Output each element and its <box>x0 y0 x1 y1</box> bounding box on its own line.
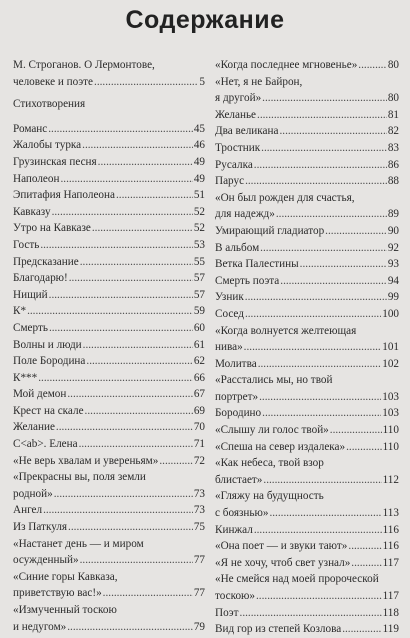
leader-dots <box>52 204 193 221</box>
entry-row <box>13 519 205 536</box>
entry-row <box>215 273 399 290</box>
entry-page-number: 93 <box>387 258 399 271</box>
leader-dots <box>67 619 193 636</box>
leader-dots <box>263 472 381 489</box>
entry-title: Грузинская песня <box>13 155 97 168</box>
entry-title: Ветка Палестины <box>215 258 299 271</box>
entry-page-number: 116 <box>382 523 399 536</box>
entry-title: приветствую вас!» <box>13 587 102 600</box>
toc-entry <box>215 439 399 456</box>
toc-entry <box>13 502 205 519</box>
entry-title: Два великана <box>215 125 279 138</box>
entry-page-number: 67 <box>193 388 205 401</box>
entry-row <box>13 386 205 403</box>
entry-title: тоскою» <box>215 590 255 602</box>
entry-title: Жалобы турка <box>13 139 82 152</box>
entry-page-number: 119 <box>382 623 399 636</box>
leader-dots <box>80 254 193 271</box>
toc-entry <box>215 605 399 622</box>
entry-page-number: 82 <box>387 125 399 138</box>
toc-entry <box>13 519 205 536</box>
leader-dots <box>56 419 193 436</box>
leader-dots <box>98 154 193 171</box>
entry-page-number: 90 <box>387 224 399 237</box>
leader-dots <box>342 621 381 638</box>
entry-page-number: 118 <box>382 606 399 619</box>
toc-entry <box>215 422 399 439</box>
leader-dots <box>262 405 381 422</box>
entry-page-number: 72 <box>193 454 205 467</box>
toc-entry <box>13 303 205 320</box>
leader-dots <box>85 403 193 420</box>
entry-row <box>215 605 399 622</box>
toc-entry <box>215 273 399 290</box>
entry-title: Желанье <box>215 108 257 121</box>
toc-entry <box>13 171 205 188</box>
toc-entry <box>215 74 399 107</box>
toc-entry <box>215 123 399 140</box>
entry-title-line: «Расстались мы, но твой <box>215 374 333 387</box>
leader-dots <box>49 320 193 337</box>
leader-dots <box>325 223 387 240</box>
entry-row <box>13 552 205 569</box>
leader-dots <box>68 519 193 536</box>
toc-entry <box>215 107 399 124</box>
leader-dots <box>159 453 192 470</box>
entry-title: Парус <box>215 175 245 188</box>
entry-page-number: 83 <box>387 141 399 154</box>
entry-row <box>13 254 205 271</box>
entry-title: Кинжал <box>215 523 253 536</box>
entry-row <box>215 206 399 223</box>
toc-entry <box>215 57 399 74</box>
entry-page-number: 73 <box>193 504 205 517</box>
entry-row <box>215 57 399 74</box>
entry-title: Смерть поэта <box>215 274 280 287</box>
toc-entry <box>215 140 399 157</box>
toc-entry <box>13 121 205 138</box>
entry-title: Мой демон <box>13 388 67 401</box>
entry-title-line: «Гляжу на будущность <box>215 490 324 503</box>
entry-title: Нищий <box>13 288 48 301</box>
entry-page-number: 59 <box>193 305 205 318</box>
toc-entry <box>13 436 205 453</box>
entry-title: осужденный» <box>13 554 79 567</box>
leader-dots <box>244 339 382 356</box>
toc-entry <box>215 323 399 356</box>
entry-row <box>215 173 399 190</box>
entry-page-number: 80 <box>387 59 399 71</box>
entry-row <box>215 123 399 140</box>
entry-page-number: 60 <box>193 321 205 334</box>
entry-row <box>13 303 205 320</box>
toc-entry <box>215 289 399 306</box>
toc-entry-intro <box>13 57 205 90</box>
entry-title: «Когда последнее мгновенье» <box>215 59 358 71</box>
entry-title: «Я не хочу, чтоб свет узнал» <box>215 556 351 569</box>
entry-title: для надежд» <box>215 208 275 221</box>
entry-title: Эпитафия Наполеона <box>13 189 115 202</box>
entry-page-number: 51 <box>193 189 205 202</box>
leader-dots <box>261 140 387 157</box>
entry-title: и недугом» <box>13 620 67 633</box>
leader-dots <box>67 386 192 403</box>
toc-entry <box>215 488 399 521</box>
leader-dots <box>276 206 387 223</box>
entry-row <box>13 403 205 420</box>
entry-row <box>13 370 205 387</box>
entry-title: Бородино <box>215 407 262 420</box>
entry-page-number: 79 <box>193 620 205 633</box>
entry-title-line: «Настанет день — и миром <box>13 537 144 550</box>
entry-row <box>215 505 399 522</box>
entry-title: «Не верь хвалам и увереньям» <box>13 454 159 467</box>
toc-entry <box>215 173 399 190</box>
entry-row <box>13 419 205 436</box>
entry-title: я другой» <box>215 92 262 105</box>
entry-title: Кавказу <box>13 205 51 218</box>
entry-row <box>215 522 399 539</box>
entry-row <box>215 588 399 605</box>
entry-row <box>13 204 205 221</box>
toc-column-left <box>13 57 205 635</box>
entry-row <box>215 405 399 422</box>
entry-page-number: 102 <box>382 357 399 370</box>
toc-entry <box>13 254 205 271</box>
toc-entry <box>13 469 205 502</box>
entry-page-number: 112 <box>382 473 399 486</box>
toc-entry <box>215 555 399 572</box>
entry-row <box>13 171 205 188</box>
entry-row <box>13 270 205 287</box>
entry-title: Сосед <box>215 307 244 320</box>
entry-row <box>215 538 399 555</box>
entry-title: Вид гор из степей Козлова <box>215 623 342 636</box>
entry-page-number: 113 <box>382 507 399 520</box>
toc-list-right <box>215 57 399 638</box>
toc-entry <box>215 455 399 488</box>
entry-page-number: 70 <box>193 421 205 434</box>
entry-row <box>215 90 399 107</box>
leader-dots <box>80 552 193 569</box>
entry-row <box>13 453 205 470</box>
entry-title: Волны и люди <box>13 338 82 351</box>
entry-row <box>13 220 205 237</box>
entry-page-number: 66 <box>193 371 205 384</box>
leader-dots <box>79 436 193 453</box>
entry-row <box>13 353 205 370</box>
entry-row <box>13 137 205 154</box>
entry-page-number: 77 <box>193 587 205 600</box>
entry-page-number: 110 <box>382 424 399 437</box>
entry-title: К*** <box>13 371 38 384</box>
toc-entry <box>13 337 205 354</box>
entry-page-number: 5 <box>199 75 205 88</box>
entry-title-line: «Как небеса, твой взор <box>215 457 324 470</box>
entry-row <box>215 439 399 456</box>
entry-row <box>13 121 205 138</box>
entry-row <box>215 223 399 240</box>
entry-title: Утро на Кавказе <box>13 222 91 235</box>
entry-page-number: 103 <box>382 390 399 403</box>
entry-title: К* <box>13 305 27 318</box>
entry-title: портрет» <box>215 390 259 403</box>
entry-title-line: «Он был рожден для счастья, <box>215 191 355 204</box>
entry-row <box>215 157 399 174</box>
entry-title: С<ab>. Елена <box>13 438 78 451</box>
leader-dots <box>245 173 387 190</box>
entry-page-number: 53 <box>193 238 205 251</box>
entry-page-number: 116 <box>382 540 399 553</box>
entry-title: Наполеон <box>13 172 60 185</box>
entry-page-number: 73 <box>193 487 205 500</box>
toc-entry <box>13 370 205 387</box>
entry-page-number: 77 <box>193 554 205 567</box>
entry-page-number: 86 <box>387 158 399 171</box>
entry-title: В альбом <box>215 241 260 254</box>
entry-page-number: 110 <box>382 440 399 453</box>
entry-title: Поле Бородина <box>13 355 86 368</box>
leader-dots <box>92 220 193 237</box>
entry-page-number: 100 <box>382 307 399 320</box>
entry-title: Из Паткуля <box>13 521 68 534</box>
entry-title: Благодарю! <box>13 272 68 285</box>
toc-entry <box>215 306 399 323</box>
entry-row <box>215 422 399 439</box>
entry-page-number: 103 <box>382 407 399 420</box>
leader-dots <box>27 303 193 320</box>
toc-list-left <box>13 121 205 635</box>
entry-page-number: 49 <box>193 172 205 185</box>
entry-title: Гость <box>13 238 40 251</box>
entry-page-number: 62 <box>193 355 205 368</box>
entry-title-line: «Когда волнуется желтеющая <box>215 324 357 337</box>
leader-dots <box>38 370 193 387</box>
toc-entry <box>215 571 399 604</box>
entry-page-number: 69 <box>193 404 205 417</box>
entry-page-number: 46 <box>193 139 205 152</box>
entry-title: Узник <box>215 291 244 304</box>
entry-title: Смерть <box>13 321 48 334</box>
entry-page-number: 81 <box>387 108 399 121</box>
leader-dots <box>254 157 387 174</box>
toc-entry <box>13 403 205 420</box>
toc-entry <box>13 270 205 287</box>
leader-dots <box>300 256 387 273</box>
entry-page-number: 45 <box>193 122 205 135</box>
entry-row <box>13 502 205 519</box>
entry-page-number: 75 <box>193 521 205 534</box>
entry-row <box>13 486 205 503</box>
entry-row <box>13 320 205 337</box>
entry-row <box>215 107 399 124</box>
entry-title: Крест на скале <box>13 404 84 417</box>
toc-entry <box>215 522 399 539</box>
entry-title: «Она поет — и звуки тают» <box>215 540 348 553</box>
entry-title: Молитва <box>215 357 257 370</box>
leader-dots <box>256 588 382 605</box>
toc-entry <box>215 621 399 638</box>
toc-entry <box>13 154 205 171</box>
entry-row <box>215 339 399 356</box>
entry-title-line: «Не смейся над моей пророческой <box>215 573 379 586</box>
leader-dots <box>83 337 193 354</box>
leader-dots <box>348 538 381 555</box>
entry-title-line: «Нет, я не Байрон, <box>215 75 303 88</box>
section-heading: Стихотворения <box>13 98 86 111</box>
entry-row <box>215 472 399 489</box>
entry-page-number: 52 <box>193 222 205 235</box>
toc-entry <box>13 187 205 204</box>
leader-dots <box>69 270 193 287</box>
entry-row <box>13 237 205 254</box>
entry-row <box>13 337 205 354</box>
entry-title: Тростник <box>215 141 261 154</box>
entry-title: Желание <box>13 421 55 434</box>
toc-entry <box>215 240 399 257</box>
leader-dots <box>330 422 382 439</box>
entry-row <box>13 436 205 453</box>
leader-dots <box>103 585 193 602</box>
entry-row <box>215 306 399 323</box>
toc-entry <box>215 223 399 240</box>
toc-entry <box>13 536 205 569</box>
entry-title: Романс <box>13 122 48 135</box>
entry-title: Предсказание <box>13 255 79 268</box>
leader-dots <box>279 123 386 140</box>
leader-dots <box>254 522 382 539</box>
entry-page-number: 117 <box>382 590 399 602</box>
entry-page-number: 55 <box>193 255 205 268</box>
entry-title-line: «Измученный тоскою <box>13 604 117 616</box>
entry-title-line: «Синие горы Кавказа, <box>13 570 118 583</box>
entry-row <box>215 621 399 638</box>
toc-entry <box>13 287 205 304</box>
entry-title: «Спеша на север издалека» <box>215 440 346 453</box>
entry-page-number: 61 <box>193 338 205 351</box>
entry-title-line: «Прекрасны вы, поля земли <box>13 471 146 484</box>
leader-dots <box>94 74 198 91</box>
toc-entry <box>13 353 205 370</box>
entry-title: Умирающий гладиатор <box>215 224 325 237</box>
entry-page-number: 99 <box>387 291 399 304</box>
leader-dots <box>245 306 381 323</box>
entry-page-number: 80 <box>387 92 399 105</box>
leader-dots <box>260 240 387 257</box>
entry-row <box>13 154 205 171</box>
toc-entry <box>13 137 205 154</box>
leader-dots <box>48 121 193 138</box>
toc-entry <box>215 190 399 223</box>
entry-row <box>13 287 205 304</box>
toc-entry <box>13 204 205 221</box>
entry-page-number: 57 <box>193 272 205 285</box>
toc-entry <box>215 256 399 273</box>
leader-dots <box>258 356 382 373</box>
leader-dots <box>269 505 381 522</box>
leader-dots <box>257 107 387 124</box>
page-title: Содержание <box>125 6 285 34</box>
entry-page-number: 88 <box>387 175 399 188</box>
entry-page-number: 89 <box>387 208 399 221</box>
toc-entry <box>215 356 399 373</box>
toc-entry <box>13 220 205 237</box>
leader-dots <box>40 237 192 254</box>
leader-dots <box>116 187 193 204</box>
toc-entry <box>13 602 205 635</box>
leader-dots <box>259 389 381 406</box>
toc-entry <box>13 419 205 436</box>
leader-dots <box>280 273 387 290</box>
leader-dots <box>60 171 192 188</box>
entry-page-number: 71 <box>193 438 205 451</box>
leader-dots <box>82 137 193 154</box>
entry-title-line: М. Строганов. О Лермонтове, <box>13 59 155 71</box>
entry-row <box>13 187 205 204</box>
entry-title: Русалка <box>215 158 253 171</box>
entry-row <box>215 289 399 306</box>
entry-title: родной» <box>13 487 53 500</box>
toc-entry <box>13 453 205 470</box>
toc-entry <box>13 320 205 337</box>
entry-title: с боязнью» <box>215 507 269 520</box>
toc-entry <box>13 569 205 602</box>
entry-page-number: 94 <box>387 274 399 287</box>
entry-page-number: 57 <box>193 288 205 301</box>
entry-page-number: 49 <box>193 155 205 168</box>
leader-dots <box>245 289 387 306</box>
leader-dots <box>54 486 193 503</box>
toc-entry <box>215 157 399 174</box>
leader-dots <box>49 287 193 304</box>
entry-row <box>215 140 399 157</box>
toc-entry <box>13 386 205 403</box>
leader-dots <box>86 353 192 370</box>
leader-dots <box>351 555 381 572</box>
entry-row <box>13 619 205 636</box>
leader-dots <box>43 502 193 519</box>
entry-title: нива» <box>215 341 243 354</box>
entry-row <box>215 256 399 273</box>
toc-column-right <box>215 57 399 638</box>
toc-entry <box>13 237 205 254</box>
entry-row <box>215 555 399 572</box>
entry-title: человеке и поэте <box>13 75 94 88</box>
toc-entry <box>215 372 399 405</box>
entry-title: блистает» <box>215 473 263 486</box>
entry-title: «Слышу ли голос твой» <box>215 424 329 437</box>
entry-row <box>215 240 399 257</box>
entry-title: Ангел <box>13 504 43 517</box>
entry-page-number: 92 <box>387 241 399 254</box>
leader-dots <box>262 90 387 107</box>
entry-row <box>13 585 205 602</box>
toc-entry <box>215 538 399 555</box>
leader-dots <box>346 439 382 456</box>
entry-title: Поэт <box>215 606 239 619</box>
toc-entry <box>215 405 399 422</box>
leader-dots <box>240 605 382 622</box>
entry-page-number: 117 <box>382 556 399 569</box>
entry-row <box>215 389 399 406</box>
entry-page-number: 101 <box>382 341 399 354</box>
entry-row <box>13 74 205 91</box>
leader-dots <box>358 57 387 74</box>
entry-page-number: 52 <box>193 205 205 218</box>
entry-row <box>215 356 399 373</box>
